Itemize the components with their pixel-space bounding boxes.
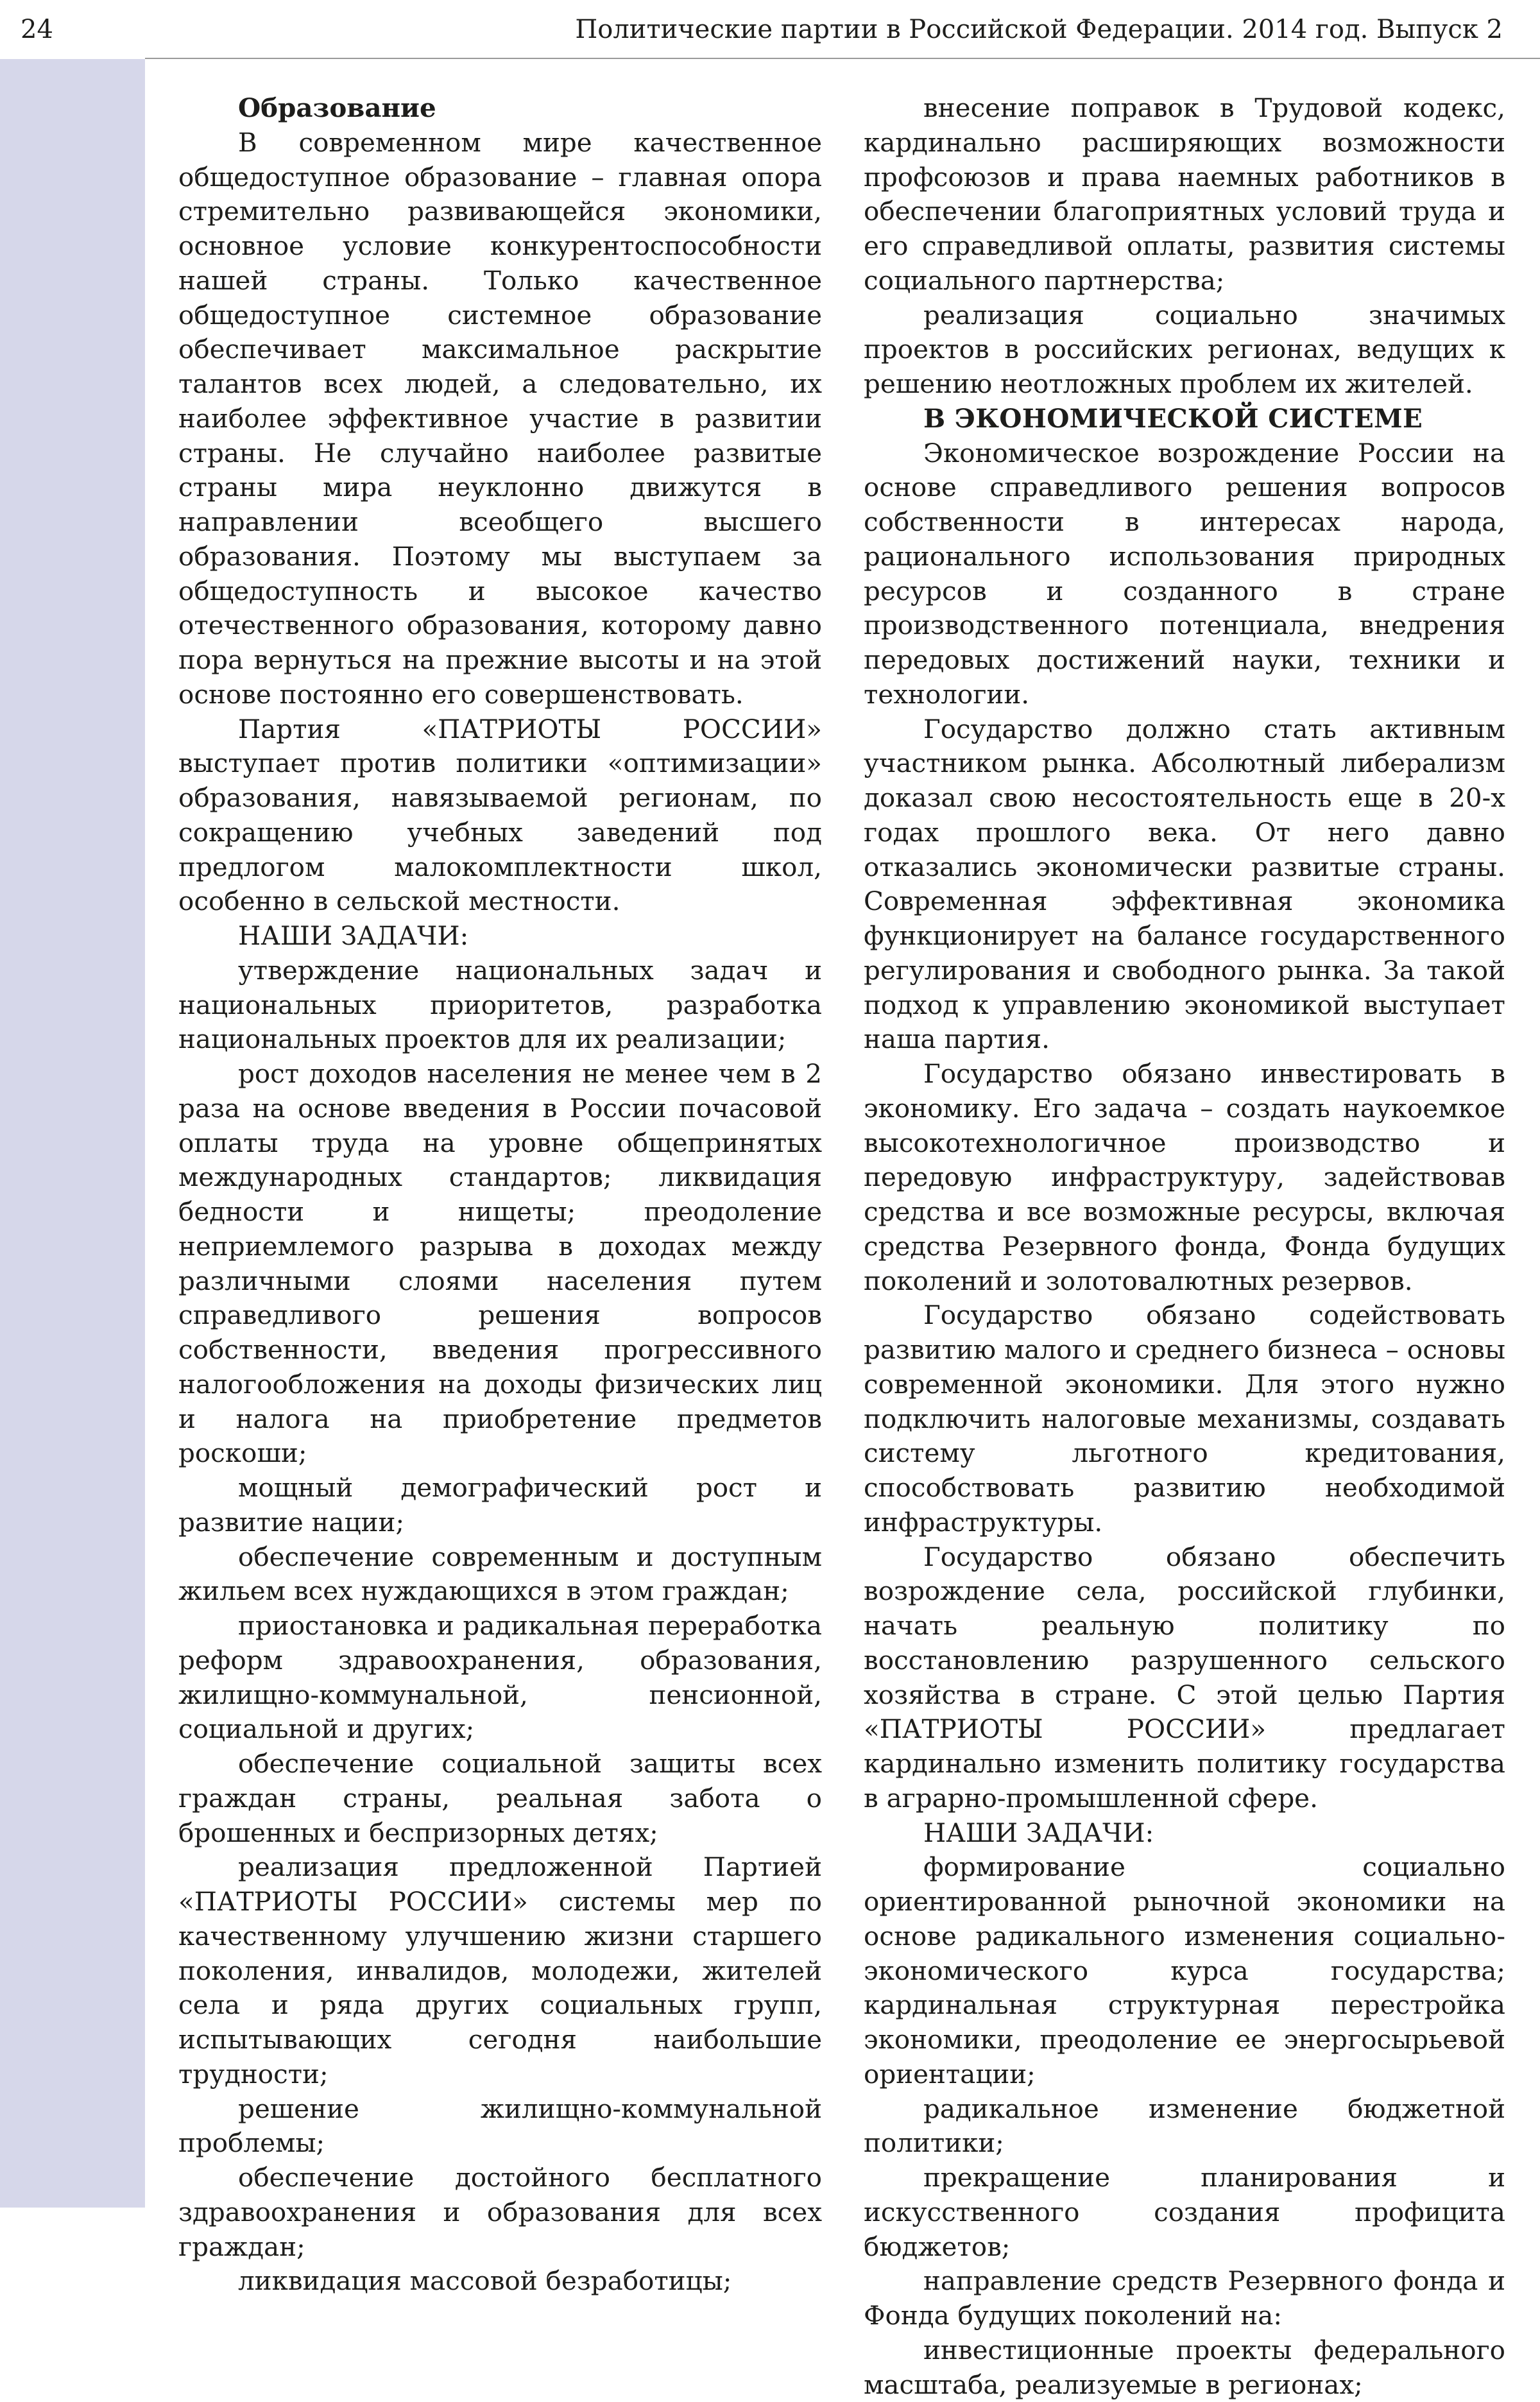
- list-item: внесение поправок в Трудовой кодекс, кардинально расширяющих возможности профсоюзов и права наемных работников в обеспечении благоприятных условий труда и его справедливой оплаты, развития системы социального партнерства;: [864, 92, 1505, 296]
- list-item: приостановка и радикальная переработка реформ здравоохранения, образования, жилищно-коммунальной, пенсионной, социальной и других;: [178, 1610, 822, 1745]
- paragraph: Экономическое возрождение России на основе справедливого решения вопросов собственности в интересах народа, рационального использования природных ресурсов и созданного в стране производственного потенциала, внедрения передовых достижений науки, техники и технологии.: [864, 437, 1505, 710]
- tasks-heading: НАШИ ЗАДАЧИ:: [238, 920, 469, 951]
- list-item: рост доходов населения не менее чем в 2 раза на основе введения в России почасовой оплаты труда на уровне общепринятых международных стандартов; ликвидация бедности и нищеты; преодоление неприемлемого разрыва в доходах между различными слоями населения путем справедливого решения вопросов собственности, введения прогрессивного налогообложения на доходы физических лиц и налога на приобретение предметов роскоши;: [178, 1058, 822, 1469]
- list-item: направление средств Резервного фонда и Фонда будущих поколений на:: [864, 2265, 1505, 2331]
- list-item: обеспечение социальной защиты всех граждан страны, реальная забота о брошенных и беспризорных детях;: [178, 1748, 822, 1848]
- paragraph: Государство обязано содействовать развитию малого и среднего бизнеса – основы современной экономики. Для этого нужно подключить налоговые механизмы, создавать систему льготного кредитования, способствовать развитию необходимой инфраструктуры.: [864, 1300, 1505, 1538]
- section-heading-education: Образование: [238, 92, 436, 123]
- margin-color-band: [0, 0, 145, 2208]
- paragraph: Государство должно стать активным участником рынка. Абсолютный либерализм доказал свою несостоятельность еще в 20-х годах прошлого века. От него давно отказались экономически развитые страны. Современная эффективная экономика функционирует на балансе государственного регулирования и свободного рынка. За такой подход к управлению экономикой выступает наша партия.: [864, 713, 1505, 1055]
- list-item: ликвидация массовой безработицы;: [238, 2265, 732, 2297]
- right-column: [864, 91, 1505, 2402]
- paragraph: Государство обязано обеспечить возрождение села, российской глубинки, начать реальную политику по восстановлению разрушенного сельского хозяйства в стране. С этой целью Партия «ПАТРИОТЫ РОССИИ» предлагает кардинально изменить политику государства в аграрно-промышленной сфере.: [864, 1541, 1505, 1814]
- left-column: [178, 91, 822, 2299]
- paragraph: Партия «ПАТРИОТЫ РОССИИ» выступает против политики «оптимизации» образования, навязываемой регионам, по сокращению учебных заведений под предлогом малокомплектности школ, особенно в сельской местности.: [178, 713, 822, 917]
- paragraph: Государство обязано инвестировать в экономику. Его задача – создать наукоемкое высокотехнологичное производство и передовую инфраструктуру, задействовав средства и все возможные ресурсы, включая средства Резервного фонда, Фонда будущих поколений и золотовалютных резервов.: [864, 1058, 1505, 1296]
- list-item: инвестиционные проекты федерального масштаба, реализуемые в регионах;: [864, 2334, 1505, 2400]
- page-number: 24: [0, 0, 145, 59]
- list-item: утверждение национальных задач и национальных приоритетов, разработка национальных проектов для их реализации;: [178, 954, 822, 1055]
- list-item: обеспечение современным и доступным жильем всех нуждающихся в этом граждан;: [178, 1541, 822, 1607]
- list-item: реализация социально значимых проектов в российских регионах, ведущих к решению неотложных проблем их жителей.: [864, 299, 1505, 399]
- header-divider: [145, 58, 1540, 59]
- list-item: решение жилищно-коммунальной проблемы;: [178, 2093, 822, 2159]
- list-item: прекращение планирования и искусственного создания профицита бюджетов;: [864, 2162, 1505, 2262]
- tasks-heading: НАШИ ЗАДАЧИ:: [923, 1817, 1154, 1848]
- list-item: радикальное изменение бюджетной политики;: [864, 2093, 1505, 2159]
- section-heading-economy: В ЭКОНОМИЧЕСКОЙ СИСТЕМЕ: [923, 402, 1423, 434]
- list-item: мощный демографический рост и развитие нации;: [178, 1472, 822, 1538]
- list-item: обеспечение достойного бесплатного здравоохранения и образования для всех граждан;: [178, 2162, 822, 2262]
- list-item: реализация предложенной Партией «ПАТРИОТЫ РОССИИ» системы мер по качественному улучшению жизни старшего поколения, инвалидов, молодежи, жителей села и ряда других социальных групп, испытывающих сегодня наибольшие трудности;: [178, 1851, 822, 2089]
- running-header: Политические партии в Российской Федерации. 2014 год. Выпуск 2: [575, 15, 1503, 44]
- list-item: формирование социально ориентированной рыночной экономики на основе радикального изменения социально-экономического курса государства; кардинальная структурная перестройка экономики, преодоление ее энергосырьевой ориентации;: [864, 1851, 1505, 2089]
- paragraph: В современном мире качественное общедоступное образование – главная опора стремительно развивающейся экономики, основное условие конкурентоспособности нашей страны. Только качественное общедоступное системное образование обеспечивает максимальное раскрытие талантов всех людей, а следовательно, их наиболее эффективное участие в развитии страны. Не случайно наиболее развитые страны мира неуклонно движутся в направлении всеобщего высшего образования. Поэтому мы выступаем за общедоступность и высокое качество отечественного образования, которому давно пора вернуться на прежние высоты и на этой основе постоянно его совершенствовать.: [178, 126, 822, 710]
